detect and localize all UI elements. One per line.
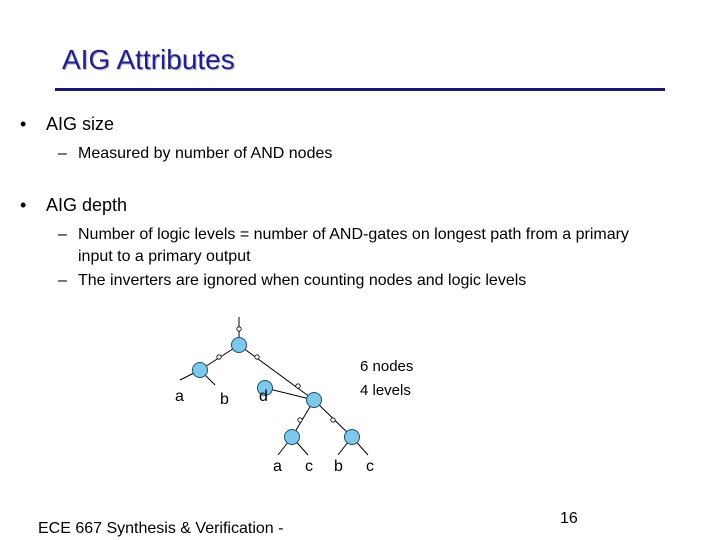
aig-edges: [180, 317, 368, 455]
annotation-nodes: 6 nodes: [360, 358, 414, 375]
edge-root-right: [239, 345, 314, 400]
and-node: [193, 363, 208, 378]
annotation-levels: 4 levels: [360, 382, 411, 399]
inverter-icon: [237, 327, 241, 331]
bullet-text: AIG size: [46, 114, 115, 134]
inverter-icon: [298, 418, 302, 422]
sub-bullet-text: Measured by number of AND nodes: [78, 145, 333, 162]
inverter-icon: [255, 355, 259, 359]
leaf-label-d: d: [259, 388, 268, 405]
leaf-label-b2: b: [334, 458, 343, 475]
and-node: [232, 338, 247, 353]
leaf-label-b: b: [220, 391, 229, 408]
sub-bullet-text: Number of logic levels = number of AND-gates on longest path from a primary input to a primary output: [78, 226, 629, 265]
inverter-icon: [331, 418, 335, 422]
leaf-label-a: a: [175, 388, 184, 405]
leaf-label-a2: a: [273, 458, 282, 475]
sub-bullet-text: The inverters are ignored when counting nodes and logic levels: [78, 272, 527, 289]
inverter-icon: [296, 384, 300, 388]
slide-title: AIG Attributes: [62, 44, 235, 75]
bullet-text: AIG depth: [46, 195, 128, 215]
sub-bullet-dash: –: [58, 226, 67, 243]
sub-bullet-dash: –: [58, 145, 67, 162]
bullet-dot: •: [20, 195, 27, 215]
leaf-label-c: c: [305, 458, 313, 475]
and-node: [285, 430, 300, 445]
inverter-icon: [217, 355, 221, 359]
footer-text: ECE 667 Synthesis & Verification -: [38, 520, 284, 537]
and-node: [307, 393, 322, 408]
leaf-label-c2: c: [366, 458, 374, 475]
page-number: 16: [560, 510, 578, 527]
bullet-dot: •: [20, 114, 27, 134]
and-node: [345, 430, 360, 445]
sub-bullet-dash: –: [58, 272, 67, 289]
